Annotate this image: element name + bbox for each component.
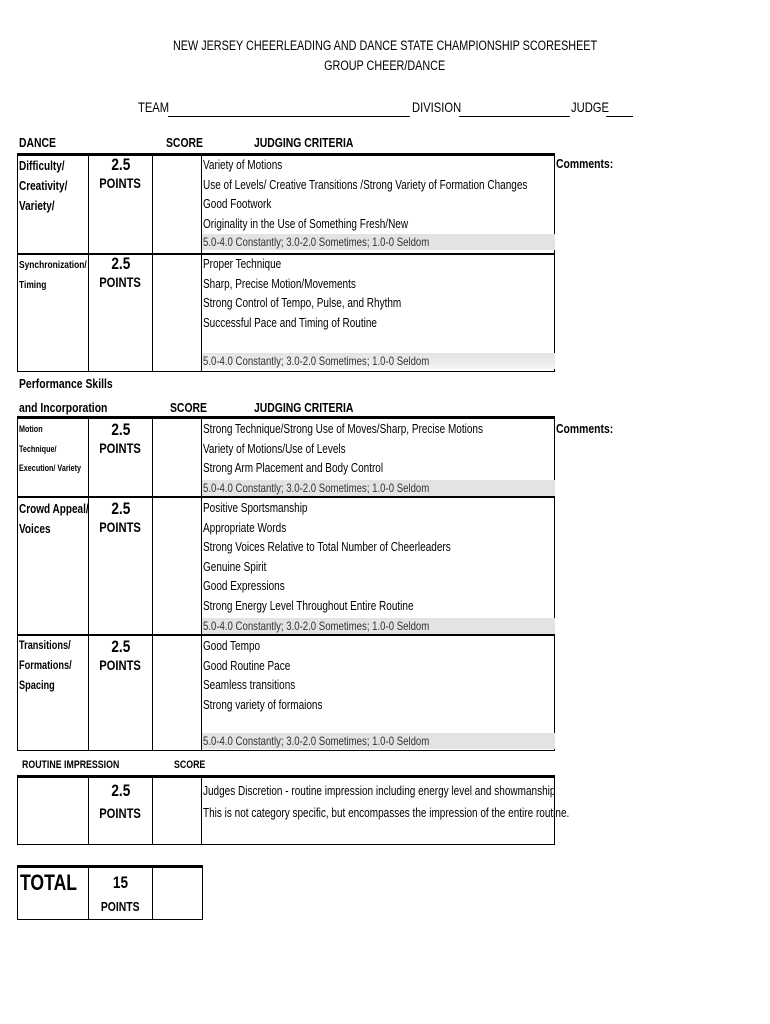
- performance-category-transitions: Transitions/ Formations/ Spacing: [19, 640, 72, 692]
- sheet-subtitle: GROUP CHEER/DANCE: [324, 58, 446, 73]
- total-score-cell[interactable]: [152, 868, 202, 919]
- dance-scale-difficulty: 5.0-4.0 Constantly; 3.0-2.0 Sometimes; 1.0-0 Seldom: [202, 234, 555, 250]
- performance-section-label-2: and Incorporation: [19, 400, 108, 415]
- performance-criteria-motion: Strong Technique/Strong Use of Moves/Sharp, Precise Motions Variety of Motions/Use of Levels Strong Arm Placement and Body Control: [203, 422, 483, 476]
- performance-category-motion: Motion Technique/ Execution/ Variety: [19, 424, 82, 473]
- total-label: TOTAL: [20, 870, 78, 895]
- performance-category-crowd-appeal: Crowd Appeal/ Voices: [19, 502, 89, 536]
- dance-points-difficulty: 2.5 POINTS: [99, 155, 142, 191]
- performance-score-cell-motion[interactable]: [152, 419, 201, 495]
- performance-points-transitions: 2.5 POINTS: [99, 637, 142, 673]
- performance-score-header: SCORE: [170, 400, 207, 415]
- dance-criteria-synchronization: Proper Technique Sharp, Precise Motion/Movements Strong Control of Tempo, Pulse, and Rhythm Successful Pace and Timing of Routine: [203, 257, 402, 330]
- dance-score-header: SCORE: [166, 135, 203, 150]
- total-points: 15 POINTS: [101, 873, 140, 914]
- routine-points: 2.5 POINTS: [99, 781, 142, 821]
- division-label: DIVISION: [412, 99, 462, 115]
- performance-comments-label: Comments:: [556, 421, 614, 436]
- dance-category-synchronization: Synchronization/ Timing: [19, 259, 87, 291]
- dance-score-cell-difficulty[interactable]: [152, 156, 201, 252]
- sheet-title: NEW JERSEY CHEERLEADING AND DANCE STATE CHAMPIONSHIP SCORESHEET: [172, 38, 598, 53]
- routine-score-cell[interactable]: [152, 778, 201, 844]
- performance-score-cell-transitions[interactable]: [152, 636, 201, 750]
- judge-field[interactable]: [606, 116, 633, 117]
- performance-section-label: Performance Skills: [19, 376, 113, 391]
- performance-score-cell-crowd-appeal[interactable]: [152, 498, 201, 633]
- team-label: TEAM: [138, 99, 170, 115]
- dance-points-synchronization: 2.5 POINTS: [99, 254, 142, 290]
- performance-criteria-crowd-appeal: Positive Sportsmanship Appropriate Words Strong Voices Relative to Total Number of Cheerleaders Genuine Spirit Good Expressions Strong Energy Level Throughout Entire Routine: [203, 501, 451, 613]
- performance-scale-transitions: 5.0-4.0 Constantly; 3.0-2.0 Sometimes; 1.0-0 Seldom: [202, 733, 555, 749]
- dance-comments-label: Comments:: [556, 156, 614, 171]
- dance-section-label: DANCE: [19, 135, 56, 150]
- performance-scale-motion: 5.0-4.0 Constantly; 3.0-2.0 Sometimes; 1.0-0 Seldom: [202, 480, 555, 496]
- performance-criteria-transitions: Good Tempo Good Routine Pace Seamless transitions Strong variety of formaions: [203, 639, 323, 712]
- performance-points-crowd-appeal: 2.5 POINTS: [99, 499, 142, 535]
- routine-criteria: Judges Discretion - routine impression including energy level and showmanship This is not category specific, but encompasses the impression of the entire routine.: [203, 784, 570, 820]
- team-field[interactable]: [168, 116, 410, 117]
- dance-category-difficulty: Difficulty/ Creativity/ Variety/: [19, 159, 68, 213]
- dance-criteria-difficulty: Variety of Motions Use of Levels/ Creative Transitions /Strong Variety of Formation Changes Good Footwork Originality in the Use of Something Fresh/New: [203, 158, 528, 231]
- performance-scale-crowd-appeal: 5.0-4.0 Constantly; 3.0-2.0 Sometimes; 1.0-0 Seldom: [202, 618, 555, 634]
- routine-score-header: SCORE: [174, 759, 206, 771]
- dance-criteria-header: JUDGING CRITERIA: [254, 135, 354, 150]
- performance-points-motion: 2.5 POINTS: [99, 420, 142, 456]
- judge-label: JUDGE: [571, 99, 609, 115]
- routine-section-label: ROUTINE IMPRESSION: [22, 759, 120, 771]
- performance-criteria-header: JUDGING CRITERIA: [254, 400, 354, 415]
- dance-score-cell-synchronization[interactable]: [152, 255, 201, 371]
- division-field[interactable]: [459, 116, 570, 117]
- dance-scale-synchronization: 5.0-4.0 Constantly; 3.0-2.0 Sometimes; 1.0-0 Seldom: [202, 353, 555, 369]
